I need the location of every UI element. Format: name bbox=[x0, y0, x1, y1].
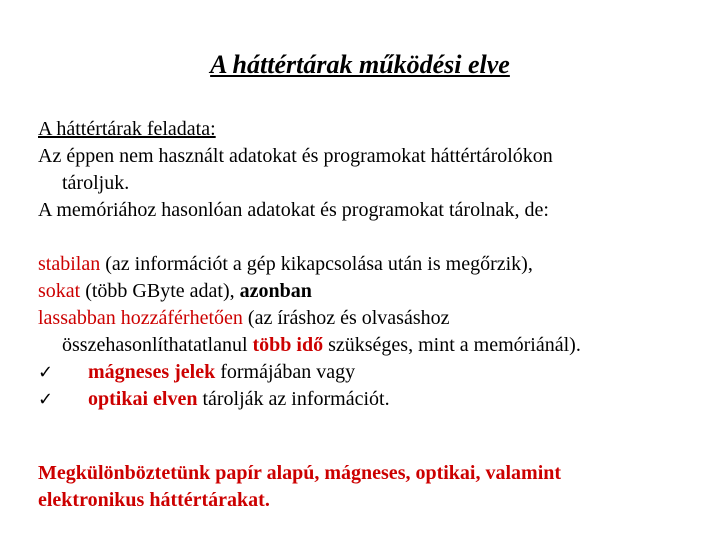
section-heading: A háttértárak feladata: bbox=[38, 118, 216, 140]
keyword-more-time: több idő bbox=[252, 334, 324, 356]
keyword-accessible: hozzáférhetően bbox=[120, 307, 243, 329]
bullet-optical bbox=[38, 386, 708, 413]
text: tárolják az információt. bbox=[197, 388, 390, 410]
slide-body bbox=[38, 116, 708, 514]
text: (több GByte adat), bbox=[80, 280, 240, 302]
spacer bbox=[38, 224, 708, 251]
paragraph-1-line-1: Az éppen nem használt adatokat és programokat háttértárolókon bbox=[38, 145, 553, 167]
text: (az információt a gép kikapcsolása után is megőrzik), bbox=[100, 253, 533, 275]
slide-title: A háttértárak működési elve bbox=[210, 50, 510, 79]
property-stable bbox=[38, 251, 708, 278]
text: formájában vagy bbox=[215, 361, 356, 383]
spacer bbox=[38, 413, 708, 440]
conclusion-line-1: Megkülönböztetünk papír alapú, mágneses, optikai, valamint bbox=[38, 462, 562, 484]
conclusion-line-2: elektronikus háttértárakat. bbox=[38, 489, 270, 511]
property-large bbox=[38, 278, 708, 305]
text: szükséges, mint a memóriánál). bbox=[323, 334, 581, 356]
paragraph-2: A memóriához hasonlóan adatokat és programokat tárolnak, de: bbox=[38, 199, 549, 221]
paragraph-1-line-2: tároljuk. bbox=[62, 172, 130, 194]
checkmark-icon: ✓ bbox=[38, 389, 54, 410]
text: összehasonlíthatatlanul bbox=[62, 334, 253, 356]
keyword-however: azonban bbox=[239, 280, 312, 302]
keyword-large: sokat bbox=[38, 280, 81, 302]
spacer bbox=[38, 440, 708, 460]
bullet-magnetic bbox=[38, 359, 708, 386]
keyword-magnetic: mágneses bbox=[88, 361, 170, 383]
keyword-optical: optikai elven bbox=[88, 388, 198, 410]
keyword-slower: lassabban bbox=[38, 307, 116, 329]
text: (az íráshoz és olvasáshoz bbox=[242, 307, 450, 329]
keyword-signals: jelek bbox=[174, 361, 216, 383]
checkmark-icon: ✓ bbox=[38, 362, 54, 383]
property-slow bbox=[38, 305, 708, 332]
keyword-stable: stabilan bbox=[38, 253, 101, 275]
property-slow-continued bbox=[38, 332, 708, 359]
